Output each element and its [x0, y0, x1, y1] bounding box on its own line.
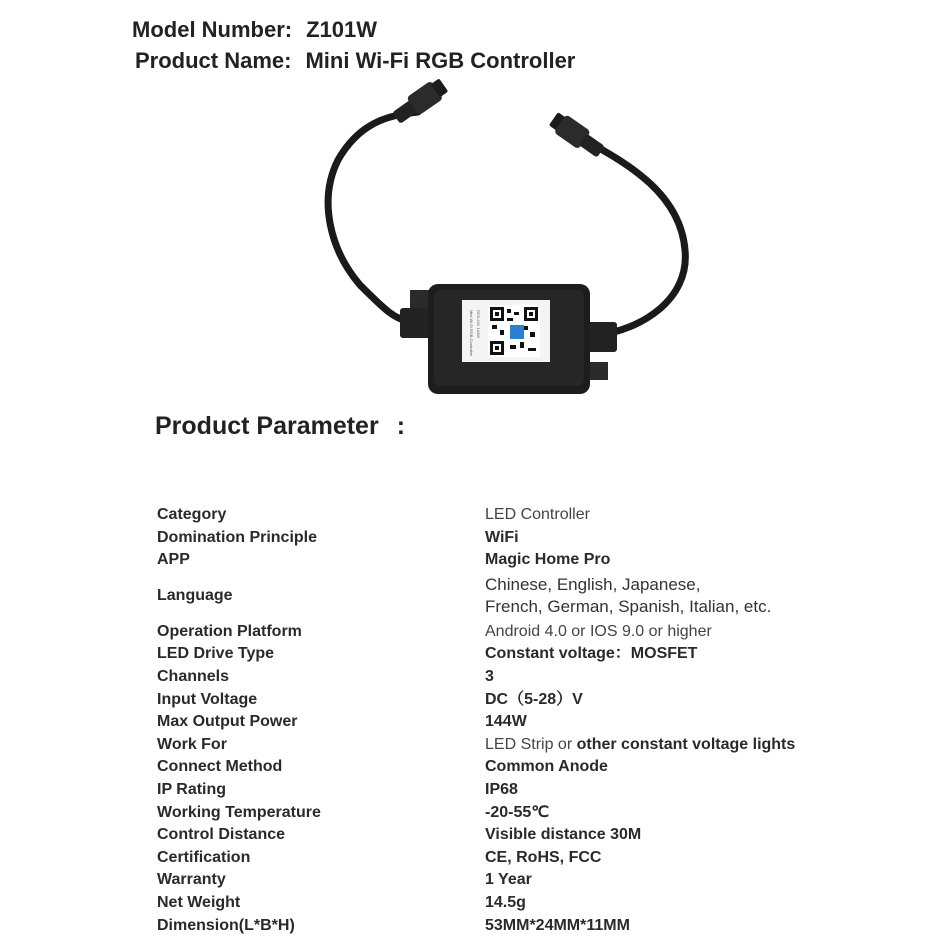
param-value: Magic Home Pro — [485, 551, 611, 569]
svg-text:Mini Wi-Fi RGB Controller: Mini Wi-Fi RGB Controller — [469, 310, 474, 357]
qr-code-icon — [488, 305, 540, 357]
param-row — [157, 892, 837, 915]
param-row — [157, 549, 837, 572]
svg-text:DC5-24V 144W: DC5-24V 144W — [476, 310, 481, 339]
param-row — [157, 643, 837, 666]
param-row — [157, 756, 837, 779]
param-row — [157, 734, 837, 757]
param-key: Working Temperature — [157, 803, 321, 821]
model-number-line — [132, 14, 575, 45]
param-row — [157, 711, 837, 734]
param-key: Connect Method — [157, 758, 283, 776]
param-value: 3 — [485, 667, 494, 685]
param-row — [157, 869, 837, 892]
product-header — [132, 14, 575, 76]
left-cable — [328, 112, 418, 322]
param-value: 144W — [485, 713, 527, 731]
param-row — [157, 847, 837, 870]
param-value: DC（5-28）V — [485, 690, 583, 708]
param-key: Net Weight — [157, 893, 241, 911]
param-value — [485, 574, 771, 618]
param-key: Warranty — [157, 871, 226, 889]
param-value-part: LED Strip or — [485, 735, 577, 753]
param-value: Common Anode — [485, 758, 608, 776]
param-value: LED Controller — [485, 506, 590, 523]
param-row — [157, 527, 837, 550]
param-value: 14.5g — [485, 893, 526, 911]
param-key: Input Voltage — [157, 690, 258, 708]
param-value: IP68 — [485, 780, 518, 798]
param-key: Domination Principle — [157, 528, 318, 546]
param-value: Constant voltage：MOSFET — [485, 645, 698, 663]
model-number-value: Z101W — [306, 17, 378, 42]
param-value-part: other constant voltage lights — [576, 735, 796, 753]
param-key: Certification — [157, 848, 251, 866]
param-key: Dimension(L*B*H) — [157, 916, 295, 934]
param-value-line: Chinese, English, Japanese, — [485, 574, 701, 594]
param-value: WiFi — [485, 528, 519, 546]
param-row — [157, 504, 837, 527]
param-row — [157, 621, 837, 644]
param-row — [157, 666, 837, 689]
param-key: Work For — [157, 735, 227, 753]
right-cable — [585, 140, 685, 335]
product-photo — [300, 75, 720, 435]
param-key: LED Drive Type — [157, 645, 275, 663]
param-value: 53MM*24MM*11MM — [485, 916, 630, 934]
param-value: -20-55℃ — [485, 803, 550, 821]
param-key: Operation Platform — [157, 622, 302, 640]
param-value: Visible distance 30M — [485, 826, 642, 844]
param-key: Language — [157, 586, 233, 604]
param-value: Android 4.0 or IOS 9.0 or higher — [485, 622, 712, 640]
param-value: CE, RoHS, FCC — [485, 848, 602, 866]
param-row — [157, 572, 837, 621]
right-connector — [547, 110, 607, 161]
param-key: Category — [157, 506, 227, 523]
product-name-label: Product Name: — [135, 48, 292, 73]
param-row — [157, 779, 837, 802]
param-key: Max Output Power — [157, 713, 298, 731]
param-key: Control Distance — [157, 826, 286, 844]
param-key: Channels — [157, 667, 230, 685]
param-row — [157, 802, 837, 825]
param-key: APP — [157, 551, 190, 569]
section-title-text: Product Parameter — [155, 412, 379, 440]
product-name-line — [132, 45, 575, 76]
left-connector — [390, 76, 450, 127]
product-parameter-title — [155, 412, 405, 441]
parameter-table — [157, 504, 837, 937]
model-number-label: Model Number: — [132, 17, 293, 42]
param-value — [485, 734, 795, 757]
param-row — [157, 824, 837, 847]
param-key: IP Rating — [157, 780, 227, 798]
section-title-colon: : — [396, 412, 406, 440]
param-row — [157, 689, 837, 712]
param-value-line: French, German, Spanish, Italian, etc. — [485, 596, 772, 616]
product-name-value: Mini Wi-Fi RGB Controller — [305, 48, 576, 73]
param-value: 1 Year — [485, 871, 532, 889]
param-row — [157, 915, 837, 938]
